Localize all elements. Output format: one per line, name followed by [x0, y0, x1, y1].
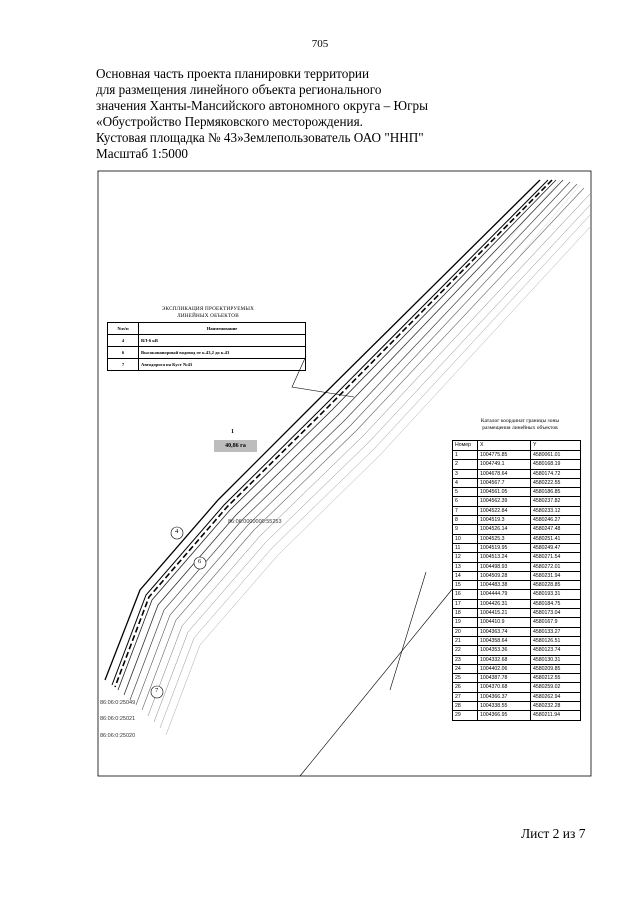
table-header-row — [453, 441, 581, 451]
cell-y: 4580231.94 — [531, 571, 581, 580]
cell-y: 4580251.41 — [531, 534, 581, 543]
cell-y: 4580193.31 — [531, 590, 581, 599]
table-row — [453, 618, 581, 627]
row-name: ВЛ-6 кВ — [139, 335, 306, 347]
cell-y: 4580237.82 — [531, 497, 581, 506]
cell-x: 1004526.14 — [478, 525, 531, 534]
cell-number: 8 — [453, 516, 478, 525]
row-num: 7 — [108, 359, 139, 371]
cell-x: 1004387.78 — [478, 674, 531, 683]
cell-number: 9 — [453, 525, 478, 534]
area-id: 1 — [231, 429, 234, 435]
cell-y: 4580130.31 — [531, 655, 581, 664]
cell-y: 4580232.28 — [531, 702, 581, 711]
table-row — [453, 506, 581, 515]
cell-number: 23 — [453, 655, 478, 664]
table-row — [453, 646, 581, 655]
cell-x: 1004562.39 — [478, 497, 531, 506]
cell-x: 1004567.7 — [478, 478, 531, 487]
object-7-label: 7 — [155, 687, 159, 694]
table-row — [453, 581, 581, 590]
cell-number: 5 — [453, 488, 478, 497]
cell-x: 1004353.36 — [478, 646, 531, 655]
cell-x: 1004366.37 — [478, 692, 531, 701]
cell-y: 4580212.55 — [531, 674, 581, 683]
cell-x: 1004525.3 — [478, 534, 531, 543]
cell-number: 13 — [453, 562, 478, 571]
cell-number: 27 — [453, 692, 478, 701]
row-num: 4 — [108, 335, 139, 347]
row-name: Автодорога на Куст №43 — [139, 359, 306, 371]
table-row — [453, 460, 581, 469]
cell-number: 7 — [453, 506, 478, 515]
cadastre-label: 86:06:0:25020 — [100, 733, 136, 739]
cell-x: 1004678.64 — [478, 469, 531, 478]
explication-title — [118, 306, 298, 319]
header-y: Y — [531, 441, 581, 451]
table-row — [453, 543, 581, 552]
cell-x: 1004426.31 — [478, 599, 531, 608]
cell-number: 17 — [453, 599, 478, 608]
cell-x: 1004415.21 — [478, 609, 531, 618]
cell-y: 4580211.94 — [531, 711, 581, 720]
table-row — [453, 674, 581, 683]
cell-number: 11 — [453, 543, 478, 552]
cell-y: 4580167.9 — [531, 618, 581, 627]
cell-number: 29 — [453, 711, 478, 720]
cell-number: 12 — [453, 553, 478, 562]
table-row — [453, 562, 581, 571]
cell-x: 1004519.3 — [478, 516, 531, 525]
area-value: 40,86 га — [214, 440, 257, 452]
cell-number: 18 — [453, 609, 478, 618]
cell-number: 21 — [453, 636, 478, 645]
heading-line: значения Ханты-Мансийского автономного округа – Югры — [96, 98, 428, 113]
header-number: Номер — [453, 441, 478, 451]
cell-x: 1004513.24 — [478, 553, 531, 562]
cell-number: 6 — [453, 497, 478, 506]
cell-x: 1004509.28 — [478, 571, 531, 580]
table-row — [453, 711, 581, 720]
table-header-row — [108, 323, 306, 335]
catalog-title — [440, 418, 600, 432]
cell-x: 1004519.95 — [478, 543, 531, 552]
table-row — [453, 525, 581, 534]
table-row — [453, 590, 581, 599]
cell-number: 14 — [453, 571, 478, 580]
cell-y: 4580186.85 — [531, 488, 581, 497]
table-row — [453, 478, 581, 487]
row-name: Высоконапорный водовод от к.43,2 до к.43 — [139, 347, 306, 359]
page-number: 705 — [311, 38, 329, 50]
cell-x: 1004338.55 — [478, 702, 531, 711]
explication-title-line: ЛИНЕЙНЫХ ОБЪЕКТОВ — [177, 312, 239, 319]
heading-line: Кустовая площадка № 43»Землепользователь ОАО "ННП" — [96, 130, 424, 145]
cell-y: 4580272.01 — [531, 562, 581, 571]
table-row — [453, 599, 581, 608]
cell-x: 1004410.9 — [478, 618, 531, 627]
cell-y: 4580222.55 — [531, 478, 581, 487]
cadastre-label: 86:06:0:25021 — [100, 716, 136, 722]
cell-number: 20 — [453, 627, 478, 636]
cell-x: 1004498.93 — [478, 562, 531, 571]
cell-y: 4580209.85 — [531, 664, 581, 673]
table-row — [453, 571, 581, 580]
cell-y: 4580184.75 — [531, 599, 581, 608]
cell-y: 4580246.27 — [531, 516, 581, 525]
cell-y: 4580168.19 — [531, 460, 581, 469]
cell-x: 1004370.68 — [478, 683, 531, 692]
cell-number: 1 — [453, 451, 478, 460]
cell-y: 4580247.48 — [531, 525, 581, 534]
object-4-label: 4 — [175, 528, 179, 535]
catalog-title-line: размещения линейных объектов — [482, 425, 558, 431]
header-x: X — [478, 441, 531, 451]
header-name: Наименование — [139, 323, 306, 335]
table-row — [453, 516, 581, 525]
table-row — [453, 702, 581, 711]
cell-x: 1004775.85 — [478, 451, 531, 460]
cell-number: 22 — [453, 646, 478, 655]
cell-number: 10 — [453, 534, 478, 543]
cell-y: 4580126.51 — [531, 636, 581, 645]
table-row — [108, 347, 306, 359]
cell-number: 15 — [453, 581, 478, 590]
cell-y: 4580123.74 — [531, 646, 581, 655]
coordinate-catalog-table — [452, 440, 581, 721]
cell-number: 2 — [453, 460, 478, 469]
heading-line: Масштаб 1:5000 — [96, 146, 189, 161]
cell-number: 16 — [453, 590, 478, 599]
table-row — [453, 534, 581, 543]
header-num: №п/п — [108, 323, 139, 335]
cell-y: 4580228.85 — [531, 581, 581, 590]
table-row — [453, 664, 581, 673]
cell-x: 1004363.74 — [478, 627, 531, 636]
cell-x: 1004358.64 — [478, 636, 531, 645]
cell-x: 1004332.68 — [478, 655, 531, 664]
cadastre-label: 86:06:0000000:55253 — [228, 519, 282, 525]
cell-number: 3 — [453, 469, 478, 478]
sheet-number: Лист 2 из 7 — [521, 826, 586, 841]
cell-number: 25 — [453, 674, 478, 683]
cell-x: 1004402.06 — [478, 664, 531, 673]
table-row — [453, 451, 581, 460]
cell-y: 4580173.04 — [531, 609, 581, 618]
cell-y: 4580233.12 — [531, 506, 581, 515]
table-row — [108, 335, 306, 347]
heading-line: для размещения линейного объекта регионального — [96, 82, 382, 97]
heading-line: «Обустройство Пермяковского месторождения. — [96, 114, 363, 129]
table-row — [453, 627, 581, 636]
cell-number: 26 — [453, 683, 478, 692]
table-row — [453, 488, 581, 497]
cell-y: 4580271.54 — [531, 553, 581, 562]
cadastre-label: 86:06:0:25049 — [100, 700, 136, 706]
cell-x: 1004749.1 — [478, 460, 531, 469]
cell-x: 1004561.05 — [478, 488, 531, 497]
coordinate-rows — [453, 451, 581, 721]
cell-y: 4580259.02 — [531, 683, 581, 692]
table-row — [453, 692, 581, 701]
table-row — [453, 497, 581, 506]
cell-x: 1004444.79 — [478, 590, 531, 599]
cell-y: 4580262.94 — [531, 692, 581, 701]
table-row — [453, 683, 581, 692]
table-row — [453, 469, 581, 478]
cell-y: 4580249.47 — [531, 543, 581, 552]
cell-y: 4580061.01 — [531, 451, 581, 460]
table-row — [453, 636, 581, 645]
catalog-title-line: Каталог координат границы зоны — [480, 418, 560, 424]
table-row — [453, 553, 581, 562]
cell-number: 28 — [453, 702, 478, 711]
cell-x: 1004366.95 — [478, 711, 531, 720]
explication-table — [107, 322, 306, 371]
cell-number: 19 — [453, 618, 478, 627]
table-row — [453, 609, 581, 618]
explication-title-line: ЭКСПЛИКАЦИЯ ПРОЕКТИРУЕМЫХ — [161, 306, 255, 312]
cell-x: 1004483.38 — [478, 581, 531, 590]
heading-line: Основная часть проекта планировки территории — [96, 66, 370, 81]
cell-y: 4580133.27 — [531, 627, 581, 636]
cell-number: 24 — [453, 664, 478, 673]
cell-number: 4 — [453, 478, 478, 487]
table-row — [453, 655, 581, 664]
object-6-label: 6 — [198, 558, 202, 565]
cell-y: 4580174.72 — [531, 469, 581, 478]
table-row — [108, 359, 306, 371]
cell-x: 1004522.84 — [478, 506, 531, 515]
row-num: 6 — [108, 347, 139, 359]
